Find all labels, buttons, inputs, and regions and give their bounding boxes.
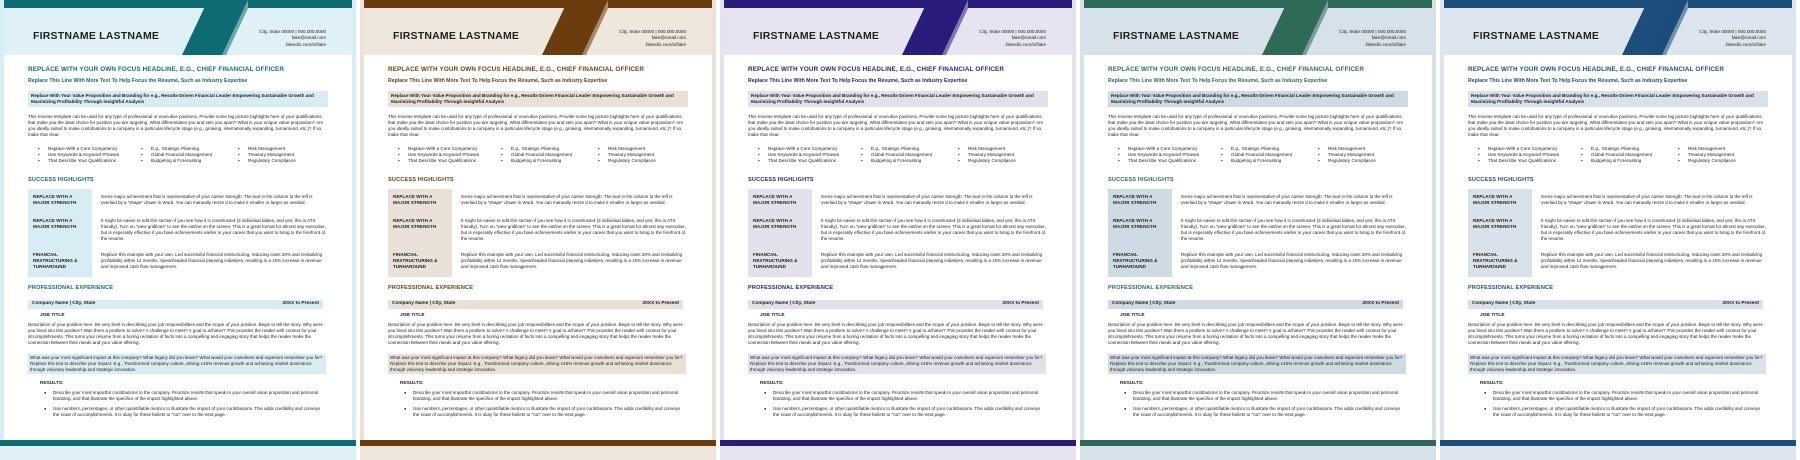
competency-item: ▪ Use Keywords & Keyword Phrases	[398, 152, 501, 158]
competency-item: ▪ Replace With a Core Competency	[1118, 146, 1221, 152]
highlight-text: It might be easier to edit this section if you see how it is constructed (3 individual tables, and yes, this is ATS friendly). Turn on “view gridlines” to see the outline on the screen. This is a great format for almost any executive, but is especially effective if you have achievements earlier in your career that you want to bring to the forefront of the resume.	[1541, 218, 1766, 241]
competency-item: ▪ Global Financial Management	[141, 152, 238, 158]
competency-item: ▪ E.g., Strategic Planning	[141, 146, 238, 152]
highlight-text: Some major achievement that is representative of your career strength. The text in the column to the left is overlaid by a “shape” drawn in Word. You can manually resize it to make it smaller or larger as needed.	[821, 194, 1033, 205]
contact-info	[1306, 29, 1406, 48]
employment-dates: 20XX to Present	[1002, 301, 1039, 306]
focus-headline: REPLACE WITH YOUR OWN FOCUS HEADLINE, E.G., CHIEF FINANCIAL OFFICER	[1108, 66, 1365, 73]
impact-statement: What was your most significant impact at this company? What legacy did you leave? What would your coworkers and superiors remember you for? Replace this text to describe your impact. E.g., Transformed company culture, driving 145% revenue growth and achieving market dominance through visionary leadership and strategic innovation.	[388, 354, 686, 374]
success-highlights-heading: SUCCESS HIGHLIGHTS	[1108, 177, 1174, 183]
job-description: Description of your position here. Be very brief in describing your job responsibilities and the scope of your position. Begin to tell the story. Why were you hired into this position? Was there a problem to solve? A challenge to meet? A goal to achieve? This provides the reader with context for your accomplishments. This turns your resume from a boring recitation of facts into a compelling and engaging story that helps the reader make the connection between their needs and your value offering.	[388, 322, 683, 345]
highlight-label: REPLACE WITH A MAJOR STRENGTH	[33, 194, 77, 206]
competency-item: ▪ Global Financial Management	[501, 152, 598, 158]
contact-line-email: fake@email.com	[651, 35, 686, 41]
candidate-name: FIRSTNAME LASTNAME	[393, 30, 520, 42]
focus-headline: REPLACE WITH YOUR OWN FOCUS HEADLINE, E.G., CHIEF FINANCIAL OFFICER	[28, 66, 285, 73]
footer-band-light	[1440, 446, 1796, 460]
impact-statement: What was your most significant impact at this company? What legacy did you leave? What would your coworkers and superiors remember you for? Replace this text to describe your impact. E.g., Transformed company culture, driving 145% revenue growth and achieving market dominance through visionary leadership and strategic innovation.	[1108, 354, 1406, 374]
competency-item: ▪ Treasury Management	[958, 152, 1048, 158]
competency-item: ▪ Use Keywords & Keyword Phrases	[758, 152, 861, 158]
left-border	[1080, 0, 1084, 460]
competency-item: ▪ Use Keywords & Keyword Phrases	[1478, 152, 1581, 158]
job-description: Description of your position here. Be very brief in describing your job responsibilities and the scope of your position. Begin to tell the story. Why were you hired into this position? Was there a problem to solve? A challenge to meet? A goal to achieve? This provides the reader with context for your accomplishments. This turns your resume from a boring recitation of facts into a compelling and engaging story that helps the reader make the connection between their needs and your value offering.	[1108, 322, 1403, 345]
competency-item: ▪ Regulatory Compliance	[598, 158, 688, 164]
value-proposition: Replace With Your Value Proposition and Branding for e.g., Results-Driven Financial Leader Empowering Sustainable Growth and Maximizing Profitability Through Insightful Analysis	[28, 91, 328, 107]
impact-statement: What was your most significant impact at this company? What legacy did you leave? What would your coworkers and superiors remember you for? Replace this text to describe your impact. E.g., Transformed company culture, driving 145% revenue growth and achieving market dominance through visionary leadership and strategic innovation.	[28, 354, 326, 374]
value-proposition: Replace With Your Value Proposition and Branding for e.g., Results-Driven Financial Leader Empowering Sustainable Growth and Maximizing Profitability Through Insightful Analysis	[388, 91, 688, 107]
highlight-label: REPLACE WITH A MAJOR STRENGTH	[393, 218, 437, 230]
company-name: Company Name | City, State	[392, 301, 456, 306]
job-title: JOB TITLE	[400, 313, 425, 318]
results-label: RESULTS:	[760, 381, 784, 386]
focus-headline: REPLACE WITH YOUR OWN FOCUS HEADLINE, E.G., CHIEF FINANCIAL OFFICER	[748, 66, 1005, 73]
contact-line-email: fake@email.com	[1731, 35, 1766, 41]
contact-line-linkedin: linkedin.com/in/fake	[285, 41, 326, 47]
resume-preview-purple[interactable]	[720, 0, 1076, 460]
competency-item: ▪ Replace With a Core Competency	[758, 146, 861, 152]
contact-line-linkedin: linkedin.com/in/fake	[1365, 41, 1406, 47]
competency-item: ▪ E.g., Strategic Planning	[1581, 146, 1678, 152]
competency-item: ▪ That Describe Your Qualifications	[1118, 158, 1221, 164]
employment-dates: 20XX to Present	[642, 301, 679, 306]
company-name: Company Name | City, State	[1112, 301, 1176, 306]
company-bar	[1468, 300, 1763, 309]
contact-line-address: City, State 00000 | 000.000.0000	[1339, 29, 1406, 34]
competency-item: ▪ Treasury Management	[598, 152, 688, 158]
contact-line-linkedin: linkedin.com/in/fake	[1005, 41, 1046, 47]
competency-item: ▪ Treasury Management	[1318, 152, 1408, 158]
impact-statement: What was your most significant impact at this company? What legacy did you leave? What would your coworkers and superiors remember you for? Replace this text to describe your impact. E.g., Transformed company culture, driving 145% revenue growth and achieving market dominance through visionary leadership and strategic innovation.	[1468, 354, 1766, 374]
competency-item: ▪ Replace With a Core Competency	[1478, 146, 1581, 152]
professional-experience-heading: PROFESSIONAL EXPERIENCE	[1468, 285, 1554, 291]
competency-item: ▪ Global Financial Management	[1581, 152, 1678, 158]
job-title: JOB TITLE	[40, 313, 65, 318]
resume-preview-teal[interactable]	[0, 0, 356, 460]
highlight-label: FINANCIAL RESTRUCTURING & TURNAROUND	[1113, 252, 1158, 270]
highlight-label: REPLACE WITH A MAJOR STRENGTH	[33, 218, 77, 230]
highlight-label: REPLACE WITH A MAJOR STRENGTH	[1113, 218, 1157, 230]
highlight-text: It might be easier to edit this section if you see how it is constructed (3 individual tables, and yes, this is ATS friendly). Turn on “view gridlines” to see the outline on the screen. This is a great format for almost any executive, but is especially effective if you have achievements earlier in your career that you want to bring to the forefront of the resume.	[101, 218, 326, 241]
results-label: RESULTS:	[40, 381, 64, 386]
focus-subheadline: Replace This Line With More Text To Help Focus the Résumé, Such as Industry Expertise	[28, 78, 248, 84]
professional-experience-heading: PROFESSIONAL EXPERIENCE	[748, 285, 834, 291]
contact-info	[946, 29, 1046, 48]
intro-paragraph: This resume template can be used for any type of professional or executive positions. Provide some big picture highlights here of your qualifications that make you the ideal choice for position you are targeting. What differentiates you and sets you apart? What is your unique value proposition? Are you ideally suited to make contributions to a company in a particular lifecycle stage (e.g., growing, internationally expanding, turnaround, etc.)? If so, make that clear.	[1108, 114, 1404, 137]
result-bullet: ● Use numbers, percentages, or other quantifiable metrics to illustrate the impact of your contributions. This adds credibility and conveys the scale of accomplishments. It is okay for these bullets to “run” over to the next page.	[44, 406, 326, 418]
right-border	[1792, 0, 1796, 460]
focus-subheadline: Replace This Line With More Text To Help Focus the Résumé, Such as Industry Expertise	[1108, 78, 1328, 84]
results-label: RESULTS:	[1120, 381, 1144, 386]
success-highlights-heading: SUCCESS HIGHLIGHTS	[388, 177, 454, 183]
competency-item: ▪ Use Keywords & Keyword Phrases	[38, 152, 141, 158]
contact-line-address: City, State 00000 | 000.000.0000	[979, 29, 1046, 34]
contact-line-address: City, State 00000 | 000.000.0000	[1699, 29, 1766, 34]
competency-item: ▪ E.g., Strategic Planning	[861, 146, 958, 152]
intro-paragraph: This resume template can be used for any type of professional or executive positions. Provide some big picture highlights here of your qualifications that make you the ideal choice for position you are targeting. What differentiates you and sets you apart? What is your unique value proposition? Are you ideally suited to make contributions to a company in a particular lifecycle stage (e.g., growing, internationally expanding, turnaround, etc.)? If so, make that clear.	[748, 114, 1044, 137]
intro-paragraph: This resume template can be used for any type of professional or executive positions. Provide some big picture highlights here of your qualifications that make you the ideal choice for position you are targeting. What differentiates you and sets you apart? What is your unique value proposition? Are you ideally suited to make contributions to a company in a particular lifecycle stage (e.g., growing, internationally expanding, turnaround, etc.)? If so, make that clear.	[388, 114, 684, 137]
competency-item: ▪ Budgeting & Forecasting	[861, 158, 958, 164]
competency-item: ▪ Risk Management	[598, 146, 688, 152]
competency-item: ▪ Use Keywords & Keyword Phrases	[1118, 152, 1221, 158]
company-name: Company Name | City, State	[32, 301, 96, 306]
highlight-text: Some major achievement that is representative of your career strength. The text in the column to the left is overlaid by a “shape” drawn in Word. You can manually resize it to make it smaller or larger as needed.	[101, 194, 313, 205]
competency-item: ▪ Risk Management	[958, 146, 1048, 152]
contact-info	[1666, 29, 1766, 48]
result-bullet: ● Describe your most impactful contributions to the company. Prioritize results that speak to your overall value proposition and personal branding, and that illustrate the specifics of the impact highlighted above.	[1124, 390, 1406, 402]
competency-item: ▪ Replace With a Core Competency	[38, 146, 141, 152]
footer-band-light	[720, 446, 1076, 460]
competency-item: ▪ That Describe Your Qualifications	[398, 158, 501, 164]
competency-item: ▪ Regulatory Compliance	[1678, 158, 1768, 164]
result-bullet: ● Describe your most impactful contributions to the company. Prioritize results that speak to your overall value proposition and personal branding, and that illustrate the specifics of the impact highlighted above.	[764, 390, 1046, 402]
highlight-label: REPLACE WITH A MAJOR STRENGTH	[1113, 194, 1157, 206]
contact-line-address: City, State 00000 | 000.000.0000	[259, 29, 326, 34]
right-border	[352, 0, 356, 460]
contact-line-linkedin: linkedin.com/in/fake	[1725, 41, 1766, 47]
competency-item: ▪ That Describe Your Qualifications	[38, 158, 141, 164]
highlight-text: It might be easier to edit this section if you see how it is constructed (3 individual tables, and yes, this is ATS friendly). Turn on “view gridlines” to see the outline on the screen. This is a great format for almost any executive, but is especially effective if you have achievements earlier in your career that you want to bring to the forefront of the resume.	[461, 218, 686, 241]
competency-item: ▪ Global Financial Management	[1221, 152, 1318, 158]
highlight-label: FINANCIAL RESTRUCTURING & TURNAROUND	[33, 252, 78, 270]
focus-headline: REPLACE WITH YOUR OWN FOCUS HEADLINE, E.G., CHIEF FINANCIAL OFFICER	[1468, 66, 1725, 73]
candidate-name: FIRSTNAME LASTNAME	[753, 30, 880, 42]
job-description: Description of your position here. Be very brief in describing your job responsibilities and the scope of your position. Begin to tell the story. Why were you hired into this position? Was there a problem to solve? A challenge to meet? A goal to achieve? This provides the reader with context for your accomplishments. This turns your resume from a boring recitation of facts into a compelling and engaging story that helps the reader make the connection between their needs and your value offering.	[748, 322, 1043, 345]
core-competencies-list	[758, 146, 1048, 165]
candidate-name: FIRSTNAME LASTNAME	[33, 30, 160, 42]
focus-subheadline: Replace This Line With More Text To Help Focus the Résumé, Such as Industry Expertise	[1468, 78, 1688, 84]
highlight-label: REPLACE WITH A MAJOR STRENGTH	[393, 194, 437, 206]
competency-item: ▪ Treasury Management	[1678, 152, 1768, 158]
competency-item: ▪ Risk Management	[1318, 146, 1408, 152]
results-label: RESULTS:	[400, 381, 424, 386]
job-description: Description of your position here. Be very brief in describing your job responsibilities and the scope of your position. Begin to tell the story. Why were you hired into this position? Was there a problem to solve? A challenge to meet? A goal to achieve? This provides the reader with context for your accomplishments. This turns your resume from a boring recitation of facts into a compelling and engaging story that helps the reader make the connection between their needs and your value offering.	[28, 322, 323, 345]
intro-paragraph: This resume template can be used for any type of professional or executive positions. Provide some big picture highlights here of your qualifications that make you the ideal choice for position you are targeting. What differentiates you and sets you apart? What is your unique value proposition? Are you ideally suited to make contributions to a company in a particular lifecycle stage (e.g., growing, internationally expanding, turnaround, etc.)? If so, make that clear.	[28, 114, 324, 137]
highlight-text: Replace this example with your own. Led successful financial restructuring, reducing costs 20% and revitalizing profitability within 12 months. Spearheaded financial planning initiatives, resulting in a 15% increase in revenue and improved cash flow management.	[101, 252, 323, 269]
result-bullet: ● Use numbers, percentages, or other quantifiable metrics to illustrate the impact of your contributions. This adds credibility and conveys the scale of accomplishments. It is okay for these bullets to “run” over to the next page.	[764, 406, 1046, 418]
employment-dates: 20XX to Present	[1722, 301, 1759, 306]
contact-line-email: fake@email.com	[1371, 35, 1406, 41]
competency-item: ▪ Global Financial Management	[861, 152, 958, 158]
result-bullet: ● Describe your most impactful contributions to the company. Prioritize results that speak to your overall value proposition and personal branding, and that illustrate the specifics of the impact highlighted above.	[44, 390, 326, 402]
resume-preview-brown[interactable]	[360, 0, 716, 460]
value-proposition: Replace With Your Value Proposition and Branding for e.g., Results-Driven Financial Leader Empowering Sustainable Growth and Maximizing Profitability Through Insightful Analysis	[1468, 91, 1768, 107]
result-bullet: ● Use numbers, percentages, or other quantifiable metrics to illustrate the impact of your contributions. This adds credibility and conveys the scale of accomplishments. It is okay for these bullets to “run” over to the next page.	[1484, 406, 1766, 418]
core-competencies-list	[398, 146, 688, 165]
focus-subheadline: Replace This Line With More Text To Help Focus the Résumé, Such as Industry Expertise	[388, 78, 608, 84]
highlight-label: FINANCIAL RESTRUCTURING & TURNAROUND	[753, 252, 798, 270]
highlight-label: REPLACE WITH A MAJOR STRENGTH	[753, 218, 797, 230]
success-highlights-heading: SUCCESS HIGHLIGHTS	[1468, 177, 1534, 183]
company-bar	[748, 300, 1043, 309]
highlight-label: REPLACE WITH A MAJOR STRENGTH	[1473, 218, 1517, 230]
left-border	[0, 0, 4, 460]
competency-item: ▪ Budgeting & Forecasting	[1221, 158, 1318, 164]
footer-band-light	[1080, 446, 1436, 460]
professional-experience-heading: PROFESSIONAL EXPERIENCE	[388, 285, 474, 291]
highlight-text: Some major achievement that is representative of your career strength. The text in the column to the left is overlaid by a “shape” drawn in Word. You can manually resize it to make it smaller or larger as needed.	[461, 194, 673, 205]
core-competencies-list	[1478, 146, 1768, 165]
results-label: RESULTS:	[1480, 381, 1504, 386]
competency-item: ▪ Regulatory Compliance	[958, 158, 1048, 164]
right-border	[1072, 0, 1076, 460]
contact-line-linkedin: linkedin.com/in/fake	[645, 41, 686, 47]
competency-item: ▪ E.g., Strategic Planning	[501, 146, 598, 152]
company-bar	[28, 300, 323, 309]
left-border	[720, 0, 724, 460]
highlight-text: Replace this example with your own. Led successful financial restructuring, reducing costs 20% and revitalizing profitability within 12 months. Spearheaded financial planning initiatives, resulting in a 15% increase in revenue and improved cash flow management.	[1541, 252, 1763, 269]
core-competencies-list	[1118, 146, 1408, 165]
highlight-text: Some major achievement that is representative of your career strength. The text in the column to the left is overlaid by a “shape” drawn in Word. You can manually resize it to make it smaller or larger as needed.	[1541, 194, 1753, 205]
highlight-label: FINANCIAL RESTRUCTURING & TURNAROUND	[1473, 252, 1518, 270]
competency-item: ▪ That Describe Your Qualifications	[1478, 158, 1581, 164]
employment-dates: 20XX to Present	[1362, 301, 1399, 306]
candidate-name: FIRSTNAME LASTNAME	[1473, 30, 1600, 42]
result-bullet: ● Use numbers, percentages, or other quantifiable metrics to illustrate the impact of your contributions. This adds credibility and conveys the scale of accomplishments. It is okay for these bullets to “run” over to the next page.	[1124, 406, 1406, 418]
left-border	[1440, 0, 1444, 460]
professional-experience-heading: PROFESSIONAL EXPERIENCE	[1108, 285, 1194, 291]
competency-item: ▪ Budgeting & Forecasting	[1581, 158, 1678, 164]
highlight-text: It might be easier to edit this section if you see how it is constructed (3 individual tables, and yes, this is ATS friendly). Turn on “view gridlines” to see the outline on the screen. This is a great format for almost any executive, but is especially effective if you have achievements earlier in your career that you want to bring to the forefront of the resume.	[1181, 218, 1406, 241]
footer-band-light	[0, 446, 356, 460]
highlight-label: REPLACE WITH A MAJOR STRENGTH	[753, 194, 797, 206]
result-bullet: ● Use numbers, percentages, or other quantifiable metrics to illustrate the impact of your contributions. This adds credibility and conveys the scale of accomplishments. It is okay for these bullets to “run” over to the next page.	[404, 406, 686, 418]
resume-preview-green-slate[interactable]	[1080, 0, 1436, 460]
highlight-label: FINANCIAL RESTRUCTURING & TURNAROUND	[393, 252, 438, 270]
competency-item: ▪ Risk Management	[238, 146, 328, 152]
focus-subheadline: Replace This Line With More Text To Help Focus the Résumé, Such as Industry Expertise	[748, 78, 968, 84]
competency-item: ▪ Regulatory Compliance	[238, 158, 328, 164]
company-name: Company Name | City, State	[752, 301, 816, 306]
job-description: Description of your position here. Be very brief in describing your job responsibilities and the scope of your position. Begin to tell the story. Why were you hired into this position? Was there a problem to solve? A challenge to meet? A goal to achieve? This provides the reader with context for your accomplishments. This turns your resume from a boring recitation of facts into a compelling and engaging story that helps the reader make the connection between their needs and your value offering.	[1468, 322, 1763, 345]
right-border	[1432, 0, 1436, 460]
highlight-text: Replace this example with your own. Led successful financial restructuring, reducing costs 20% and revitalizing profitability within 12 months. Spearheaded financial planning initiatives, resulting in a 15% increase in revenue and improved cash flow management.	[461, 252, 683, 269]
impact-statement: What was your most significant impact at this company? What legacy did you leave? What would your coworkers and superiors remember you for? Replace this text to describe your impact. E.g., Transformed company culture, driving 145% revenue growth and achieving market dominance through visionary leadership and strategic innovation.	[748, 354, 1046, 374]
value-proposition: Replace With Your Value Proposition and Branding for e.g., Results-Driven Financial Leader Empowering Sustainable Growth and Maximizing Profitability Through Insightful Analysis	[748, 91, 1048, 107]
left-border	[360, 0, 364, 460]
value-proposition: Replace With Your Value Proposition and Branding for e.g., Results-Driven Financial Leader Empowering Sustainable Growth and Maximizing Profitability Through Insightful Analysis	[1108, 91, 1408, 107]
success-highlights-heading: SUCCESS HIGHLIGHTS	[28, 177, 94, 183]
company-bar	[1108, 300, 1403, 309]
competency-item: ▪ Budgeting & Forecasting	[141, 158, 238, 164]
company-bar	[388, 300, 683, 309]
contact-line-email: fake@email.com	[291, 35, 326, 41]
competency-item: ▪ That Describe Your Qualifications	[758, 158, 861, 164]
right-border	[712, 0, 716, 460]
intro-paragraph: This resume template can be used for any type of professional or executive positions. Provide some big picture highlights here of your qualifications that make you the ideal choice for position you are targeting. What differentiates you and sets you apart? What is your unique value proposition? Are you ideally suited to make contributions to a company in a particular lifecycle stage (e.g., growing, internationally expanding, turnaround, etc.)? If so, make that clear.	[1468, 114, 1764, 137]
result-bullet: ● Describe your most impactful contributions to the company. Prioritize results that speak to your overall value proposition and personal branding, and that illustrate the specifics of the impact highlighted above.	[404, 390, 686, 402]
candidate-name: FIRSTNAME LASTNAME	[1113, 30, 1240, 42]
employment-dates: 20XX to Present	[282, 301, 319, 306]
competency-item: ▪ Treasury Management	[238, 152, 328, 158]
job-title: JOB TITLE	[1120, 313, 1145, 318]
competency-item: ▪ Risk Management	[1678, 146, 1768, 152]
competency-item: ▪ E.g., Strategic Planning	[1221, 146, 1318, 152]
contact-line-email: fake@email.com	[1011, 35, 1046, 41]
contact-info	[586, 29, 686, 48]
contact-info	[226, 29, 326, 48]
resume-preview-blue[interactable]	[1440, 0, 1796, 460]
highlight-label: REPLACE WITH A MAJOR STRENGTH	[1473, 194, 1517, 206]
focus-headline: REPLACE WITH YOUR OWN FOCUS HEADLINE, E.G., CHIEF FINANCIAL OFFICER	[388, 66, 645, 73]
competency-item: ▪ Replace With a Core Competency	[398, 146, 501, 152]
highlight-text: Some major achievement that is representative of your career strength. The text in the column to the left is overlaid by a “shape” drawn in Word. You can manually resize it to make it smaller or larger as needed.	[1181, 194, 1393, 205]
competency-item: ▪ Budgeting & Forecasting	[501, 158, 598, 164]
job-title: JOB TITLE	[760, 313, 785, 318]
contact-line-address: City, State 00000 | 000.000.0000	[619, 29, 686, 34]
job-title: JOB TITLE	[1480, 313, 1505, 318]
professional-experience-heading: PROFESSIONAL EXPERIENCE	[28, 285, 114, 291]
success-highlights-heading: SUCCESS HIGHLIGHTS	[748, 177, 814, 183]
competency-item: ▪ Regulatory Compliance	[1318, 158, 1408, 164]
highlight-text: It might be easier to edit this section if you see how it is constructed (3 individual tables, and yes, this is ATS friendly). Turn on “view gridlines” to see the outline on the screen. This is a great format for almost any executive, but is especially effective if you have achievements earlier in your career that you want to bring to the forefront of the resume.	[821, 218, 1046, 241]
highlight-text: Replace this example with your own. Led successful financial restructuring, reducing costs 20% and revitalizing profitability within 12 months. Spearheaded financial planning initiatives, resulting in a 15% increase in revenue and improved cash flow management.	[1181, 252, 1403, 269]
result-bullet: ● Describe your most impactful contributions to the company. Prioritize results that speak to your overall value proposition and personal branding, and that illustrate the specifics of the impact highlighted above.	[1484, 390, 1766, 402]
core-competencies-list	[38, 146, 328, 165]
highlight-text: Replace this example with your own. Led successful financial restructuring, reducing costs 20% and revitalizing profitability within 12 months. Spearheaded financial planning initiatives, resulting in a 15% increase in revenue and improved cash flow management.	[821, 252, 1043, 269]
footer-band-light	[360, 446, 716, 460]
company-name: Company Name | City, State	[1472, 301, 1536, 306]
